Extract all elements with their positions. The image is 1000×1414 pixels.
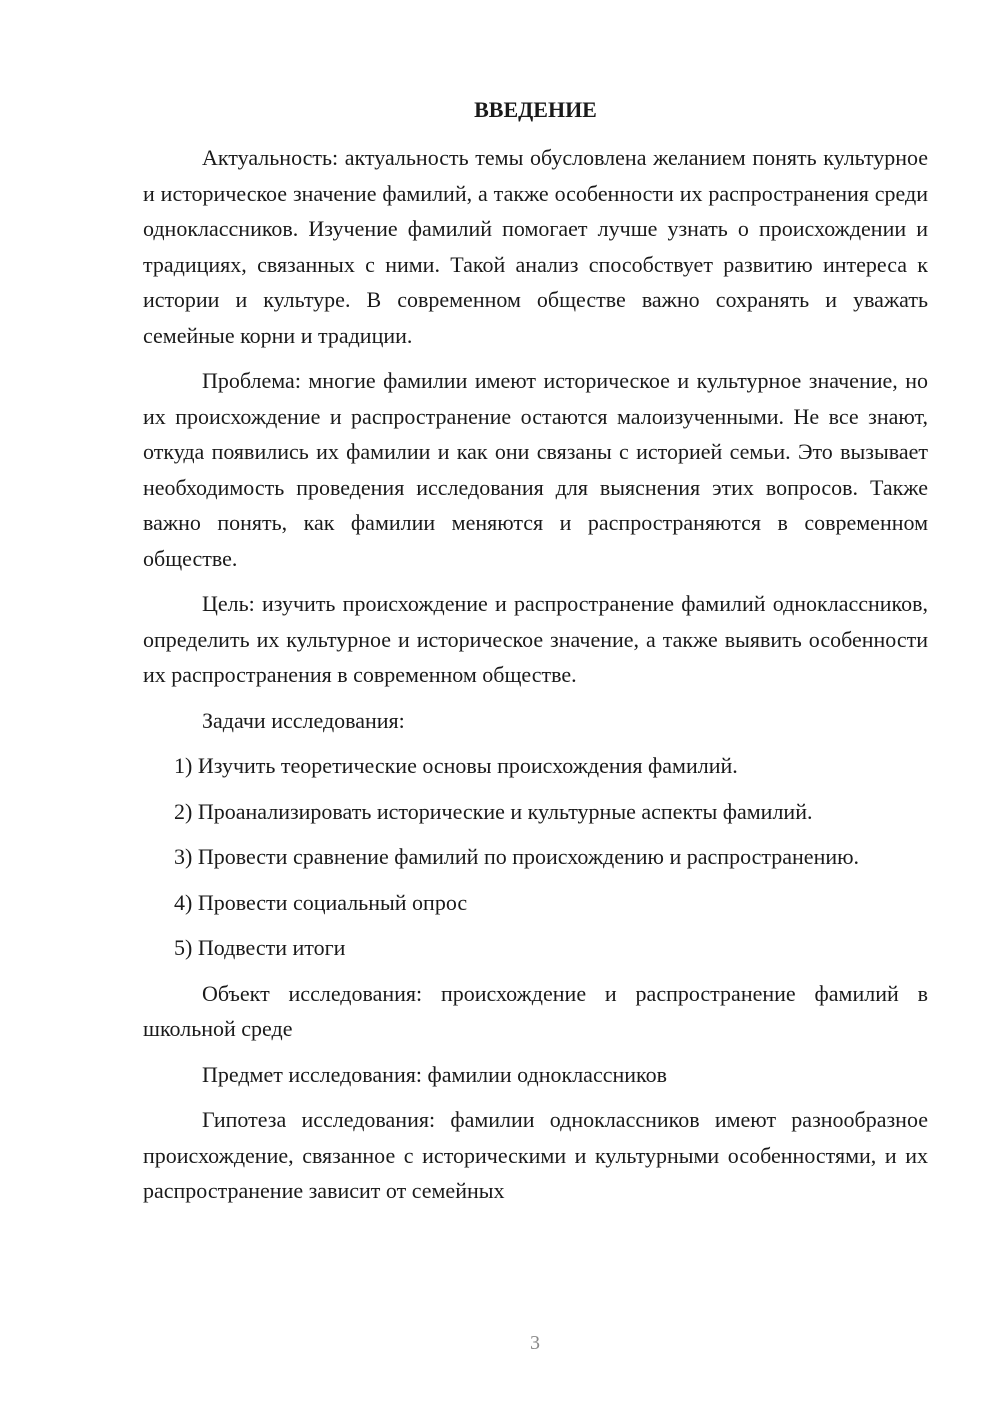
paragraph-hypothesis: Гипотеза исследования: фамилии одноклассников имеют разнообразное происхождение, связанное с историческими и культурными особенностями, и их распространение зависит от семейных [143, 1107, 928, 1203]
task-item-3: 3) Провести сравнение фамилий по происхождению и распространению. [174, 844, 860, 869]
page-number: 3 [530, 1332, 540, 1354]
paragraph-goal: Цель: изучить происхождение и распространение фамилий одноклассников, определить их культурное и историческое значение, а также выявить особенности их распространения в современном обществе. [143, 591, 928, 687]
section-title: ВВЕДЕНИЕ [474, 97, 597, 122]
task-item-1: 1) Изучить теоретические основы происхождения фамилий. [174, 753, 738, 778]
paragraph-problem: Проблема: многие фамилии имеют историческое и культурное значение, но их происхождение и распространение остаются малоизученными. Не все знают, откуда появились их фамилии и как они связаны с историей семьи. Это вызывает необходимость проведения исследования для выяснения этих вопросов. Также важно понять, как фамилии меняются и распространяются в современном обществе. [143, 368, 928, 571]
task-item-5: 5) Подвести итоги [174, 935, 346, 960]
document-page [143, 92, 928, 1219]
tasks-heading: Задачи исследования: [202, 707, 405, 733]
paragraph-relevance: Актуальность: актуальность темы обусловлена желанием понять культурное и историческое значение фамилий, а также особенности их распространения среди одноклассников. Изучение фамилий помогает лучше узнать о происхождении и традициях, связанных с ними. Такой анализ способствует развитию интереса к истории и культуре. В современном обществе важно сохранять и уважать семейные корни и традиции. [143, 145, 928, 348]
paragraph-object: Объект исследования: происхождение и распространение фамилий в школьной среде [143, 980, 928, 1041]
task-item-2: 2) Проанализировать исторические и культурные аспекты фамилий. [174, 798, 813, 824]
task-item-4: 4) Провести социальный опрос [174, 889, 468, 915]
paragraph-subject: Предмет исследования: фамилии одноклассников [202, 1061, 667, 1087]
